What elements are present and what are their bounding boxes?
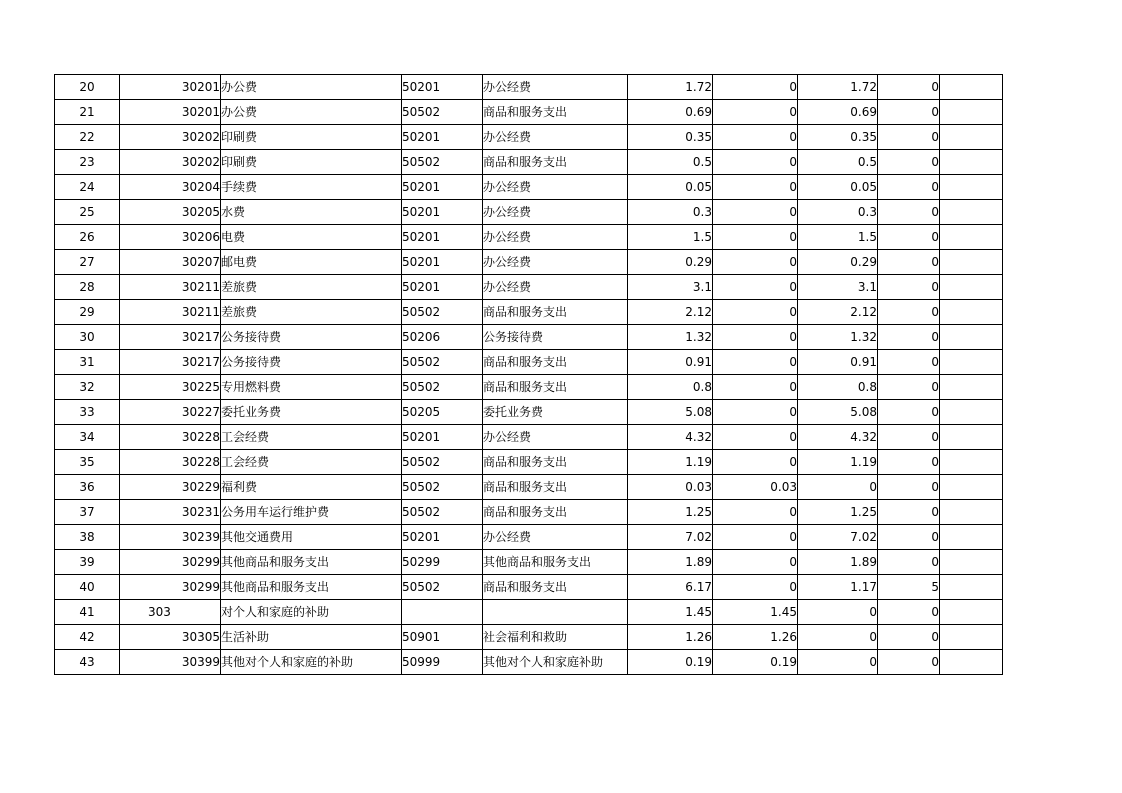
gov-code-cell: 50901 [402,625,483,650]
total-amount-cell: 0.8 [628,375,713,400]
total-amount-cell: 2.12 [628,300,713,325]
economic-code-cell: 30205 [120,200,221,225]
gov-name-cell: 商品和服务支出 [483,300,628,325]
economic-code-cell: 30201 [120,75,221,100]
basic-amount-cell: 0.03 [713,475,798,500]
row-index-cell: 24 [55,175,120,200]
project-amount-cell: 0.69 [798,100,878,125]
economic-name-cell: 办公费 [221,75,402,100]
other-amount-cell: 5 [878,575,940,600]
economic-code-cell: 30217 [120,350,221,375]
note-cell [940,125,1003,150]
project-amount-cell: 0.91 [798,350,878,375]
project-amount-cell: 0 [798,475,878,500]
row-index-cell: 38 [55,525,120,550]
note-cell [940,625,1003,650]
table-row [55,375,1003,400]
row-index-cell: 32 [55,375,120,400]
note-cell [940,200,1003,225]
note-cell [940,325,1003,350]
economic-code-cell: 30211 [120,275,221,300]
gov-name-cell: 商品和服务支出 [483,450,628,475]
row-index-cell: 33 [55,400,120,425]
economic-name-cell: 手续费 [221,175,402,200]
gov-code-cell [402,600,483,625]
total-amount-cell: 4.32 [628,425,713,450]
gov-name-cell: 商品和服务支出 [483,350,628,375]
total-amount-cell: 0.05 [628,175,713,200]
table-row [55,425,1003,450]
table-row [55,350,1003,375]
economic-name-cell: 委托业务费 [221,400,402,425]
note-cell [940,75,1003,100]
basic-amount-cell: 0 [713,525,798,550]
note-cell [940,500,1003,525]
other-amount-cell: 0 [878,625,940,650]
note-cell [940,475,1003,500]
table-row [55,225,1003,250]
row-index-cell: 31 [55,350,120,375]
economic-code-cell: 30239 [120,525,221,550]
basic-amount-cell: 0 [713,375,798,400]
economic-name-cell: 办公费 [221,100,402,125]
basic-amount-cell: 0 [713,175,798,200]
basic-amount-cell: 0 [713,400,798,425]
basic-amount-cell: 0 [713,200,798,225]
table-body [55,75,1003,675]
gov-code-cell: 50502 [402,375,483,400]
project-amount-cell: 1.19 [798,450,878,475]
note-cell [940,375,1003,400]
other-amount-cell: 0 [878,275,940,300]
project-amount-cell: 0 [798,625,878,650]
total-amount-cell: 0.3 [628,200,713,225]
total-amount-cell: 7.02 [628,525,713,550]
gov-code-cell: 50502 [402,350,483,375]
note-cell [940,450,1003,475]
row-index-cell: 27 [55,250,120,275]
other-amount-cell: 0 [878,450,940,475]
row-index-cell: 28 [55,275,120,300]
total-amount-cell: 1.25 [628,500,713,525]
project-amount-cell: 1.25 [798,500,878,525]
basic-amount-cell: 0 [713,350,798,375]
other-amount-cell: 0 [878,125,940,150]
gov-code-cell: 50201 [402,225,483,250]
economic-name-cell: 工会经费 [221,450,402,475]
note-cell [940,600,1003,625]
gov-name-cell: 商品和服务支出 [483,150,628,175]
gov-code-cell: 50502 [402,500,483,525]
gov-code-cell: 50502 [402,575,483,600]
economic-name-cell: 公务接待费 [221,350,402,375]
project-amount-cell: 7.02 [798,525,878,550]
row-index-cell: 26 [55,225,120,250]
other-amount-cell: 0 [878,500,940,525]
note-cell [940,175,1003,200]
economic-code-cell: 30217 [120,325,221,350]
total-amount-cell: 1.72 [628,75,713,100]
row-index-cell: 25 [55,200,120,225]
project-amount-cell: 5.08 [798,400,878,425]
gov-code-cell: 50502 [402,475,483,500]
row-index-cell: 39 [55,550,120,575]
table-row [55,650,1003,675]
note-cell [940,300,1003,325]
total-amount-cell: 0.5 [628,150,713,175]
gov-code-cell: 50201 [402,525,483,550]
table-row [55,250,1003,275]
row-index-cell: 43 [55,650,120,675]
project-amount-cell: 1.17 [798,575,878,600]
note-cell [940,350,1003,375]
economic-code-cell: 30299 [120,550,221,575]
economic-code-cell: 30201 [120,100,221,125]
total-amount-cell: 0.03 [628,475,713,500]
economic-name-cell: 邮电费 [221,250,402,275]
total-amount-cell: 0.91 [628,350,713,375]
basic-amount-cell: 0 [713,450,798,475]
basic-amount-cell: 0 [713,300,798,325]
note-cell [940,150,1003,175]
gov-name-cell: 办公经费 [483,175,628,200]
row-index-cell: 41 [55,600,120,625]
note-cell [940,575,1003,600]
table-row [55,575,1003,600]
economic-code-cell: 303 [120,600,221,625]
project-amount-cell: 0 [798,600,878,625]
gov-code-cell: 50201 [402,275,483,300]
basic-amount-cell: 0 [713,150,798,175]
other-amount-cell: 0 [878,300,940,325]
economic-code-cell: 30305 [120,625,221,650]
row-index-cell: 34 [55,425,120,450]
project-amount-cell: 0.3 [798,200,878,225]
economic-name-cell: 生活补助 [221,625,402,650]
economic-code-cell: 30228 [120,425,221,450]
project-amount-cell: 0.35 [798,125,878,150]
economic-name-cell: 公务接待费 [221,325,402,350]
note-cell [940,225,1003,250]
row-index-cell: 42 [55,625,120,650]
note-cell [940,275,1003,300]
note-cell [940,100,1003,125]
table-row [55,275,1003,300]
gov-name-cell: 办公经费 [483,525,628,550]
table-row [55,475,1003,500]
total-amount-cell: 0.19 [628,650,713,675]
economic-name-cell: 差旅费 [221,275,402,300]
other-amount-cell: 0 [878,400,940,425]
row-index-cell: 20 [55,75,120,100]
table-row [55,75,1003,100]
note-cell [940,425,1003,450]
other-amount-cell: 0 [878,175,940,200]
table-row [55,125,1003,150]
note-cell [940,650,1003,675]
gov-code-cell: 50502 [402,450,483,475]
gov-code-cell: 50205 [402,400,483,425]
basic-amount-cell: 0 [713,275,798,300]
basic-amount-cell: 0 [713,325,798,350]
note-cell [940,550,1003,575]
project-amount-cell: 1.89 [798,550,878,575]
other-amount-cell: 0 [878,375,940,400]
gov-code-cell: 50201 [402,200,483,225]
other-amount-cell: 0 [878,350,940,375]
other-amount-cell: 0 [878,225,940,250]
total-amount-cell: 6.17 [628,575,713,600]
row-index-cell: 29 [55,300,120,325]
project-amount-cell: 0.29 [798,250,878,275]
other-amount-cell: 0 [878,650,940,675]
economic-name-cell: 工会经费 [221,425,402,450]
economic-name-cell: 公务用车运行维护费 [221,500,402,525]
economic-name-cell: 印刷费 [221,125,402,150]
other-amount-cell: 0 [878,100,940,125]
table-row [55,175,1003,200]
table-row [55,550,1003,575]
economic-code-cell: 30299 [120,575,221,600]
row-index-cell: 37 [55,500,120,525]
note-cell [940,525,1003,550]
economic-name-cell: 其他商品和服务支出 [221,575,402,600]
total-amount-cell: 0.35 [628,125,713,150]
gov-code-cell: 50502 [402,100,483,125]
gov-name-cell: 社会福利和救助 [483,625,628,650]
other-amount-cell: 0 [878,325,940,350]
row-index-cell: 35 [55,450,120,475]
other-amount-cell: 0 [878,150,940,175]
economic-code-cell: 30207 [120,250,221,275]
gov-name-cell: 商品和服务支出 [483,575,628,600]
economic-code-cell: 30206 [120,225,221,250]
gov-name-cell: 办公经费 [483,225,628,250]
other-amount-cell: 0 [878,600,940,625]
table-row [55,450,1003,475]
economic-name-cell: 福利费 [221,475,402,500]
row-index-cell: 21 [55,100,120,125]
project-amount-cell: 2.12 [798,300,878,325]
row-index-cell: 22 [55,125,120,150]
table-row [55,625,1003,650]
total-amount-cell: 1.26 [628,625,713,650]
other-amount-cell: 0 [878,75,940,100]
economic-code-cell: 30202 [120,125,221,150]
project-amount-cell: 3.1 [798,275,878,300]
table-row [55,300,1003,325]
gov-name-cell: 商品和服务支出 [483,100,628,125]
table-row [55,600,1003,625]
economic-code-cell: 30204 [120,175,221,200]
basic-amount-cell: 1.26 [713,625,798,650]
economic-name-cell: 电费 [221,225,402,250]
basic-amount-cell: 0 [713,75,798,100]
basic-amount-cell: 0 [713,550,798,575]
total-amount-cell: 3.1 [628,275,713,300]
project-amount-cell: 0 [798,650,878,675]
row-index-cell: 40 [55,575,120,600]
total-amount-cell: 1.45 [628,600,713,625]
project-amount-cell: 1.32 [798,325,878,350]
gov-name-cell: 公务接待费 [483,325,628,350]
total-amount-cell: 1.89 [628,550,713,575]
gov-code-cell: 50201 [402,175,483,200]
row-index-cell: 30 [55,325,120,350]
table-row [55,325,1003,350]
basic-amount-cell: 0 [713,100,798,125]
row-index-cell: 23 [55,150,120,175]
table-row [55,200,1003,225]
budget-table [54,74,1003,675]
gov-name-cell: 办公经费 [483,250,628,275]
economic-name-cell: 水费 [221,200,402,225]
gov-name-cell: 商品和服务支出 [483,500,628,525]
gov-name-cell: 办公经费 [483,425,628,450]
economic-code-cell: 30225 [120,375,221,400]
gov-code-cell: 50999 [402,650,483,675]
gov-name-cell: 其他商品和服务支出 [483,550,628,575]
project-amount-cell: 0.05 [798,175,878,200]
table-row [55,100,1003,125]
gov-name-cell: 委托业务费 [483,400,628,425]
basic-amount-cell: 0 [713,575,798,600]
gov-name-cell: 商品和服务支出 [483,375,628,400]
basic-amount-cell: 1.45 [713,600,798,625]
gov-code-cell: 50201 [402,125,483,150]
total-amount-cell: 1.19 [628,450,713,475]
economic-code-cell: 30202 [120,150,221,175]
project-amount-cell: 0.5 [798,150,878,175]
economic-name-cell: 印刷费 [221,150,402,175]
total-amount-cell: 0.29 [628,250,713,275]
other-amount-cell: 0 [878,475,940,500]
project-amount-cell: 1.5 [798,225,878,250]
economic-name-cell: 其他交通费用 [221,525,402,550]
gov-name-cell: 办公经费 [483,200,628,225]
note-cell [940,400,1003,425]
economic-name-cell: 其他对个人和家庭的补助 [221,650,402,675]
gov-name-cell: 办公经费 [483,275,628,300]
economic-name-cell: 对个人和家庭的补助 [221,600,402,625]
economic-code-cell: 30228 [120,450,221,475]
gov-name-cell: 办公经费 [483,125,628,150]
gov-code-cell: 50502 [402,150,483,175]
note-cell [940,250,1003,275]
economic-name-cell: 差旅费 [221,300,402,325]
gov-code-cell: 50201 [402,425,483,450]
economic-code-cell: 30399 [120,650,221,675]
gov-name-cell: 商品和服务支出 [483,475,628,500]
table-row [55,150,1003,175]
project-amount-cell: 4.32 [798,425,878,450]
basic-amount-cell: 0 [713,425,798,450]
economic-code-cell: 30231 [120,500,221,525]
basic-amount-cell: 0 [713,250,798,275]
gov-name-cell: 其他对个人和家庭补助 [483,650,628,675]
total-amount-cell: 1.32 [628,325,713,350]
economic-code-cell: 30229 [120,475,221,500]
gov-code-cell: 50201 [402,75,483,100]
gov-code-cell: 50502 [402,300,483,325]
gov-code-cell: 50299 [402,550,483,575]
total-amount-cell: 0.69 [628,100,713,125]
row-index-cell: 36 [55,475,120,500]
table-row [55,400,1003,425]
basic-amount-cell: 0 [713,225,798,250]
gov-code-cell: 50206 [402,325,483,350]
table-row [55,500,1003,525]
total-amount-cell: 5.08 [628,400,713,425]
gov-name-cell [483,600,628,625]
other-amount-cell: 0 [878,250,940,275]
project-amount-cell: 1.72 [798,75,878,100]
gov-name-cell: 办公经费 [483,75,628,100]
total-amount-cell: 1.5 [628,225,713,250]
basic-amount-cell: 0.19 [713,650,798,675]
economic-name-cell: 专用燃料费 [221,375,402,400]
basic-amount-cell: 0 [713,500,798,525]
economic-name-cell: 其他商品和服务支出 [221,550,402,575]
economic-code-cell: 30227 [120,400,221,425]
other-amount-cell: 0 [878,200,940,225]
table-row [55,525,1003,550]
gov-code-cell: 50201 [402,250,483,275]
economic-code-cell: 30211 [120,300,221,325]
project-amount-cell: 0.8 [798,375,878,400]
other-amount-cell: 0 [878,550,940,575]
other-amount-cell: 0 [878,425,940,450]
basic-amount-cell: 0 [713,125,798,150]
other-amount-cell: 0 [878,525,940,550]
